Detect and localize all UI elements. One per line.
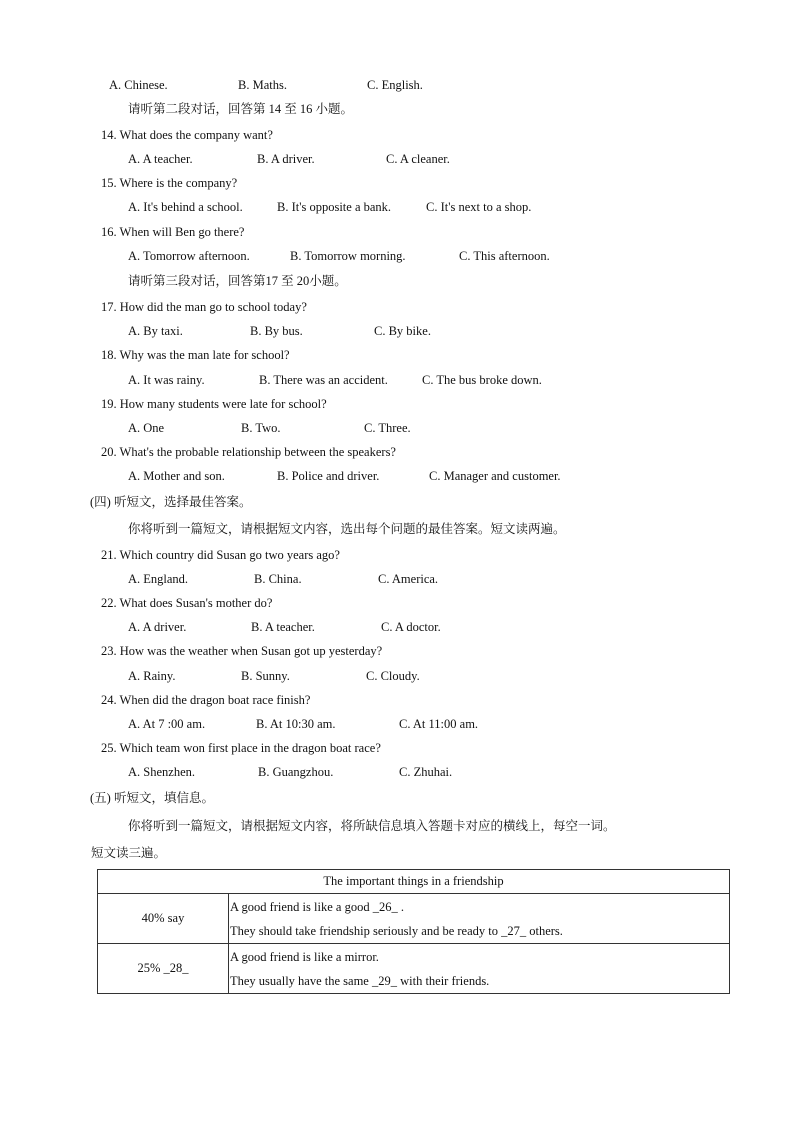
row-line: They usually have the same _29_ with their friends. <box>230 973 490 988</box>
question-18: 18. Why was the man late for school? <box>101 348 290 362</box>
q16-option-c: C. This afternoon. <box>459 249 550 263</box>
q13-option-b: B. Maths. <box>238 78 287 92</box>
q16-option-b: B. Tomorrow morning. <box>290 249 406 263</box>
question-14: 14. What does the company want? <box>101 128 273 142</box>
row-content <box>229 944 730 994</box>
row-line: They should take friendship seriously and be ready to _27_ others. <box>230 923 563 938</box>
question-21: 21. Which country did Susan go two years ago? <box>101 548 340 562</box>
section-5-instruction-cont: 短文读三遍。 <box>91 846 167 860</box>
q20-option-a: A. Mother and son. <box>128 469 225 483</box>
q22-option-a: A. A driver. <box>128 620 187 634</box>
table-row <box>98 894 730 944</box>
question-25: 25. Which team won first place in the dragon boat race? <box>101 741 381 755</box>
question-15: 15. Where is the company? <box>101 176 238 190</box>
section-5-title: (五) 听短文，填信息。 <box>90 791 214 805</box>
row-content <box>229 894 730 944</box>
question-22: 22. What does Susan's mother do? <box>101 596 273 610</box>
q21-option-b: B. China. <box>254 572 302 586</box>
q23-option-b: B. Sunny. <box>241 669 290 683</box>
q21-option-a: A. England. <box>128 572 189 586</box>
instruction-dialogue-3: 请听第三段对话，回答第17 至 20小题。 <box>128 274 347 288</box>
q25-option-a: A. Shenzhen. <box>128 765 195 779</box>
q17-option-b: B. By bus. <box>250 324 303 338</box>
row-label: 25% _28_ <box>98 944 229 994</box>
question-19: 19. How many students were late for school? <box>101 397 327 411</box>
instruction-dialogue-2: 请听第二段对话，回答第 14 至 16 小题。 <box>128 102 354 116</box>
q25-option-c: C. Zhuhai. <box>399 765 453 779</box>
q18-option-b: B. There was an accident. <box>259 373 388 387</box>
q22-option-c: C. A doctor. <box>381 620 441 634</box>
q15-option-c: C. It's next to a shop. <box>426 200 532 214</box>
q21-option-c: C. America. <box>378 572 439 586</box>
q20-option-b: B. Police and driver. <box>277 469 380 483</box>
q15-option-a: A. It's behind a school. <box>128 200 243 214</box>
section-4-title: (四) 听短文，选择最佳答案。 <box>90 495 252 509</box>
row-line: A good friend is like a good _26_ . <box>230 899 404 914</box>
q19-option-a: A. One <box>128 421 165 435</box>
row-line: A good friend is like a mirror. <box>230 949 379 964</box>
q19-option-b: B. Two. <box>241 421 281 435</box>
q17-option-a: A. By taxi. <box>128 324 183 338</box>
friendship-info-table <box>97 869 730 994</box>
q14-option-a: A. A teacher. <box>128 152 193 166</box>
q23-option-c: C. Cloudy. <box>366 669 420 683</box>
q13-option-c: C. English. <box>367 78 423 92</box>
q14-option-b: B. A driver. <box>257 152 315 166</box>
question-16: 16. When will Ben go there? <box>101 225 245 239</box>
q17-option-c: C. By bike. <box>374 324 431 338</box>
table-row <box>98 944 730 994</box>
q19-option-c: C. Three. <box>364 421 411 435</box>
question-23: 23. How was the weather when Susan got up yesterday? <box>101 644 383 658</box>
q24-option-a: A. At 7 :00 am. <box>128 717 206 731</box>
q15-option-b: B. It's opposite a bank. <box>277 200 392 214</box>
question-17: 17. How did the man go to school today? <box>101 300 307 314</box>
q16-option-a: A. Tomorrow afternoon. <box>128 249 250 263</box>
q14-option-c: C. A cleaner. <box>386 152 450 166</box>
table-header: The important things in a friendship <box>98 870 730 894</box>
q18-option-a: A. It was rainy. <box>128 373 205 387</box>
q23-option-a: A. Rainy. <box>128 669 176 683</box>
q24-option-b: B. At 10:30 am. <box>256 717 336 731</box>
q13-option-a: A. Chinese. <box>109 78 168 92</box>
q24-option-c: C. At 11:00 am. <box>399 717 479 731</box>
section-5-instruction: 你将听到一篇短文，请根据短文内容，将所缺信息填入答题卡对应的横线上，每空一词。 <box>128 819 616 833</box>
row-label: 40% say <box>98 894 229 944</box>
q20-option-c: C. Manager and customer. <box>429 469 561 483</box>
question-24: 24. When did the dragon boat race finish? <box>101 693 311 707</box>
section-4-instruction: 你将听到一篇短文，请根据短文内容，选出每个问题的最佳答案。短文读两遍。 <box>128 522 566 536</box>
q22-option-b: B. A teacher. <box>251 620 315 634</box>
q18-option-c: C. The bus broke down. <box>422 373 542 387</box>
question-20: 20. What's the probable relationship between the speakers? <box>101 445 396 459</box>
q25-option-b: B. Guangzhou. <box>258 765 334 779</box>
